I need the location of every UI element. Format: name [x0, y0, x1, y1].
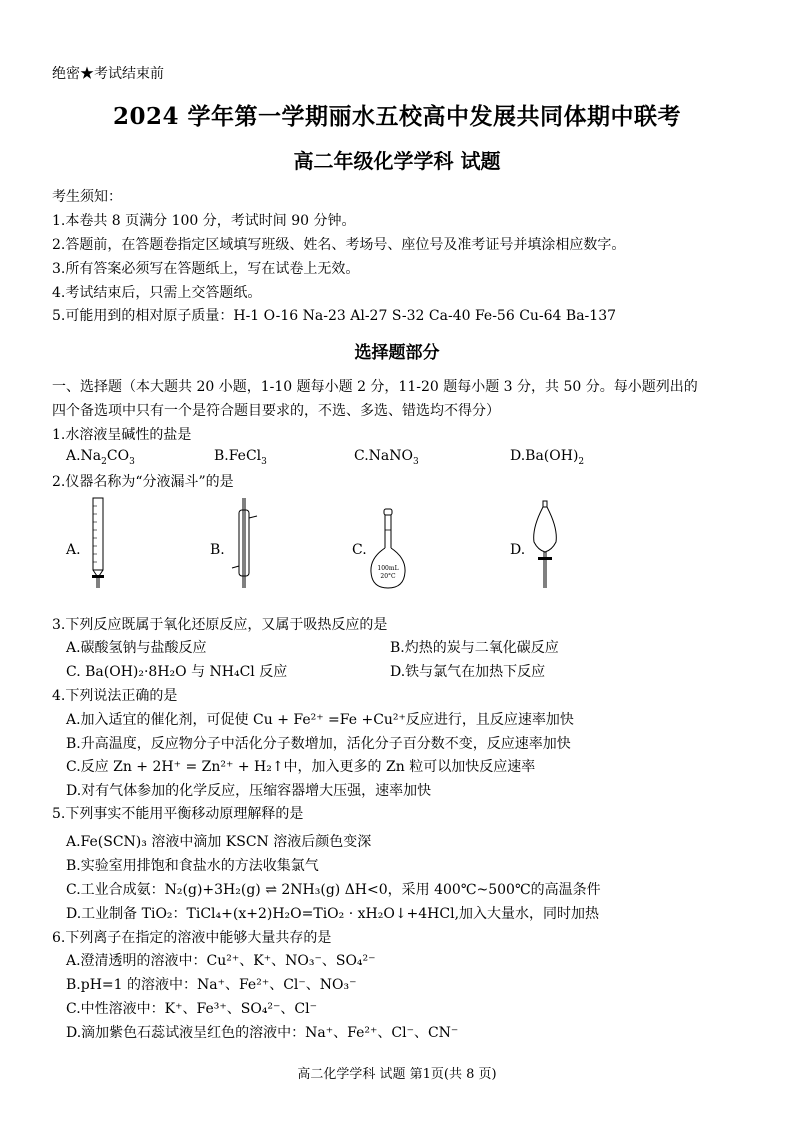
- notice-item: 1.本卷共 8 页满分 100 分，考试时间 90 分钟。: [52, 213, 356, 229]
- q5-option-c: C.工业合成氨：N₂(g)+3H₂(g) ⇌ 2NH₃(g) ΔH<0，采用 400℃~500℃的高温条件: [66, 882, 601, 898]
- q2-label-a: A.: [66, 542, 81, 558]
- q1-option-b: B.FeCl$_3$: [214, 448, 267, 467]
- volumetric-flask-icon: [368, 508, 408, 590]
- flask-volume-text: 100mL: [377, 565, 399, 572]
- q2-label-c: C.: [352, 542, 367, 558]
- question-3-stem: 3.下列反应既属于氧化还原反应，又属于吸热反应的是: [52, 617, 388, 633]
- part-intro-line: 四个备选项中只有一个是符合题目要求的，不选、多选、错选均不得分）: [52, 403, 500, 419]
- exam-subtitle: 高二年级化学学科 试题: [293, 149, 501, 173]
- secret-label: 绝密★考试结束前: [52, 66, 164, 82]
- question-2-stem: 2.仪器名称为“分液漏斗”的是: [52, 474, 234, 490]
- notice-item: 5.可能用到的相对原子质量：H-1 O-16 Na-23 Al-27 S-32 Ca-40 Fe-56 Cu-64 Ba-137: [52, 308, 617, 324]
- q1-option-d: $D.Ba(OH)_2$: [510, 448, 585, 467]
- q4-option-c: C.反应 Zn + 2H⁺ = Zn²⁺ + H₂↑中，加入更多的 Zn 粒可以加快反应速率: [66, 759, 536, 775]
- q6-option-c: C.中性溶液中：K⁺、Fe³⁺、SO₄²⁻、Cl⁻: [66, 1001, 318, 1017]
- q2-label-b: B.: [210, 542, 225, 558]
- q1-option-c: C.NaNO$_3$: [354, 448, 419, 467]
- part-intro-line: 一、选择题（本大题共 20 小题，1-10 题每小题 2 分，11-20 题每小题 3 分，共 50 分。每小题列出的: [52, 379, 698, 395]
- q6-option-b: B.pH=1 的溶液中：Na⁺、Fe²⁺、Cl⁻、NO₃⁻: [66, 977, 357, 993]
- q4-option-d: D.对有气体参加的化学反应，压缩容器增大压强，速率加快: [66, 783, 432, 799]
- q6-option-a: A.澄清透明的溶液中：Cu²⁺、K⁺、NO₃⁻、SO₄²⁻: [66, 953, 376, 969]
- q1-option-a: $A.Na_2CO_3$: [66, 448, 135, 467]
- q3-option-d: D.铁与氯气在加热下反应: [390, 664, 546, 680]
- q5-option-a: A.Fe(SCN)₃ 溶液中滴加 KSCN 溶液后颜色变深: [66, 834, 372, 850]
- separatory-funnel-icon: [530, 500, 560, 590]
- q4-option-b: B.升高温度，反应物分子中活化分子数增加，活化分子百分数不变，反应速率加快: [66, 736, 571, 752]
- section-title: 选择题部分: [354, 343, 440, 363]
- q5-option-d: D.工业制备 TiO₂：TiCl₄+(x+2)H₂O=TiO₂ · xH₂O↓+4HCl,加入大量水，同时加热: [66, 906, 600, 922]
- q5-option-b: B.实验室用排饱和食盐水的方法收集氯气: [66, 858, 319, 874]
- notice-item: 4.考试结束后，只需上交答题纸。: [52, 285, 262, 301]
- page-footer: 高二化学学科 试题 第1页(共 8 页): [297, 1067, 497, 1082]
- q2-label-d: D.: [510, 542, 526, 558]
- notice-item: 2.答题前，在答题卷指定区域填写班级、姓名、考场号、座位号及准考证号并填涂相应数字。: [52, 237, 626, 253]
- flask-temp-text: 20°C: [380, 573, 396, 580]
- question-5-stem: 5.下列事实不能用平衡移动原理解释的是: [52, 806, 304, 822]
- notice-item: 3.所有答案必须写在答题纸上，写在试卷上无效。: [52, 261, 360, 277]
- q4-option-a: A.加入适宜的催化剂，可促使 Cu + Fe²⁺ =Fe +Cu²⁺反应进行，且反应速率加快: [66, 712, 574, 728]
- notice-heading: 考生须知：: [52, 189, 122, 205]
- q3-option-a: A.碳酸氢钠与盐酸反应: [66, 640, 207, 656]
- question-6-stem: 6.下列离子在指定的溶液中能够大量共存的是: [52, 930, 332, 946]
- question-1-stem: 1.水溶液呈碱性的盐是: [52, 427, 192, 443]
- q3-option-c: C. Ba(OH)₂·8H₂O 与 NH₄Cl 反应: [66, 664, 288, 680]
- q3-option-b: B.灼热的炭与二氧化碳反应: [390, 640, 559, 656]
- q6-option-d: D.滴加紫色石蕊试液呈红色的溶液中：Na⁺、Fe²⁺、Cl⁻、CN⁻: [66, 1025, 459, 1041]
- condenser-icon: [230, 496, 260, 590]
- exam-title: 2024 学年第一学期丽水五校高中发展共同体期中联考: [112, 103, 682, 130]
- burette-icon: [86, 496, 110, 590]
- question-4-stem: 4.下列说法正确的是: [52, 688, 178, 704]
